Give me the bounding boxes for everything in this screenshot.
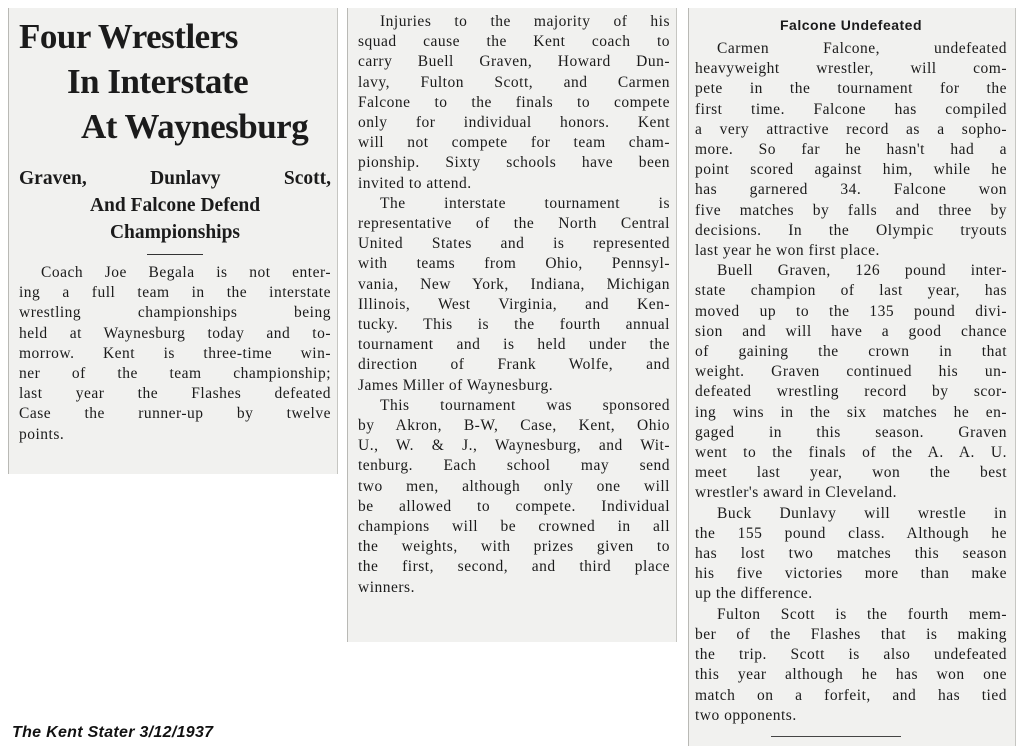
article-text-line: has lost two matches this season [695, 545, 1007, 563]
article-text-line: first time. Falcone has compiled [695, 100, 1007, 118]
article-text-line: went to the finals of the A. A. U. [695, 444, 1007, 462]
article-text-line: match on a forfeit, and has tied [695, 686, 1007, 704]
article-text-line: lavy, Fulton Scott, and Carmen [358, 73, 670, 91]
headline-line: Four Wrestlers [19, 17, 238, 56]
article-text-line: wrestling championships being [19, 304, 331, 322]
article-text-line: his five victories more than make [695, 565, 1007, 583]
article-text-line: Case the runner-up by twelve [19, 405, 331, 423]
article-text-line: gaged in this season. Graven [695, 423, 1007, 441]
article-text-line: The interstate tournament is [380, 194, 670, 212]
article-text-line: more. So far he hasn't had a [695, 141, 1007, 159]
article-text-line: with teams from Ohio, Pennsyl- [358, 255, 670, 273]
article-text-line: by Akron, B-W, Case, Kent, Ohio [358, 417, 670, 435]
article-text-line: tucky. This is the fourth annual [358, 316, 670, 334]
article-text-line: ber of the Flashes that is making [695, 625, 1007, 643]
article-text-line: ing wins in the six matches he en- [695, 403, 1007, 421]
article-text-line: up the difference. [695, 585, 813, 603]
article-text-line: direction of Frank Wolfe, and [358, 356, 670, 374]
subhead-word: Graven, [19, 168, 87, 189]
article-text-line: last year he won first place. [695, 242, 880, 260]
article-text-line: points. [19, 425, 65, 443]
article-text-line: held at Waynesburg today and to- [19, 324, 331, 342]
article-text-line: champions will be crowned in all [358, 518, 670, 536]
article-text-line: state champion of last year, has [695, 282, 1007, 300]
article-text-line: Carmen Falcone, undefeated [717, 40, 1007, 57]
article-text-line: representative of the North Central [358, 215, 670, 233]
divider-rule [147, 254, 203, 255]
article-text-line: winners. [358, 578, 415, 596]
clipping-column-2 [347, 8, 677, 642]
subheadline [19, 165, 331, 246]
source-caption: The Kent Stater 3/12/1937 [12, 724, 214, 741]
article-text-line: Illinois, West Virginia, and Ken- [358, 295, 670, 313]
article-text-line: only for individual honors. Kent [358, 114, 670, 132]
article-text-line: ner of the team championship; [19, 365, 331, 383]
article-text-line: the weights, with prizes given to [358, 538, 670, 556]
clipping-column-1 [8, 8, 338, 474]
article-text-line: squad cause the Kent coach to [358, 33, 670, 51]
article-text-line: tenburg. Each school may send [358, 457, 670, 475]
article-text-line: James Miller of Waynesburg. [358, 376, 554, 394]
article-text-line: the trip. Scott is also undefeated [695, 646, 1007, 664]
article-text-line: wrestler's award in Cleveland. [695, 484, 898, 502]
article-text-line: carry Buell Graven, Howard Dun- [358, 53, 670, 71]
section-heading: Falcone Undefeated [779, 17, 923, 33]
article-body-col1 [19, 263, 331, 445]
article-text-line: the 155 pound class. Although he [695, 524, 1007, 542]
article-text-line: sion and will have a good chance [695, 322, 1007, 340]
headline [19, 14, 331, 149]
article-text-line: last year the Flashes defeated [19, 385, 331, 403]
article-text-line: two men, although only one will [358, 477, 670, 495]
article-text-line: a very attractive record as a sopho- [695, 120, 1007, 138]
article-text-line: Buell Graven, 126 pound inter- [717, 262, 1007, 280]
end-rule [771, 736, 901, 737]
article-text-line: Coach Joe Begala is not enter- [41, 264, 331, 281]
headline-line: At Waynesburg [81, 107, 309, 146]
article-text-line: two opponents. [695, 706, 797, 724]
article-text-line: weight. Graven continued his un- [695, 363, 1007, 381]
article-text-line: five matches by falls and three by [695, 201, 1007, 219]
clipping-column-3 [688, 8, 1016, 746]
article-text-line: point scored against him, while he [695, 161, 1007, 179]
subhead-line: Championships [109, 222, 241, 243]
subhead-word: Scott, [283, 168, 331, 189]
article-text-line: United States and is represented [358, 235, 670, 253]
headline-line: In Interstate [67, 62, 249, 101]
article-body-col3 [695, 39, 1007, 726]
article-text-line: pionship. Sixty schools have been [358, 154, 670, 172]
article-text-line: the first, second, and third place [358, 558, 670, 576]
article-text-line: will not compete for team cham- [358, 134, 670, 152]
article-body-col2 [358, 12, 670, 598]
article-text-line: defeated wrestling record by scor- [695, 383, 1007, 401]
article-text-line: U., W. & J., Waynesburg, and Wit- [358, 437, 670, 455]
article-text-line: tournament and is held under the [358, 336, 670, 354]
article-text-line: this year although he has won one [695, 666, 1007, 684]
article-text-line: meet last year, won the best [695, 464, 1007, 482]
article-text-line: Falcone to the finals to compete [358, 93, 670, 111]
article-text-line: decisions. In the Olympic tryouts [695, 221, 1007, 239]
article-text-line: Injuries to the majority of his [380, 13, 670, 30]
article-text-line: moved up to the 135 pound divi- [695, 302, 1007, 320]
article-text-line: Fulton Scott is the fourth mem- [717, 605, 1007, 623]
article-text-line: ing a full team in the interstate [19, 284, 331, 302]
subhead-line: And Falcone Defend [89, 195, 261, 216]
article-text-line: invited to attend. [358, 174, 472, 192]
article-text-line: of gaining the crown in that [695, 343, 1007, 361]
article-text-line: vania, New York, Indiana, Michigan [358, 275, 670, 293]
article-text-line: morrow. Kent is three-time win- [19, 344, 331, 362]
article-text-line: Buck Dunlavy will wrestle in [717, 504, 1007, 522]
subhead-word: Dunlavy [150, 168, 221, 189]
article-text-line: This tournament was sponsored [380, 396, 670, 414]
article-text-line: be allowed to compete. Individual [358, 497, 670, 515]
article-text-line: has garnered 34. Falcone won [695, 181, 1007, 199]
article-text-line: heavyweight wrestler, will com- [695, 60, 1007, 78]
article-text-line: pete in the tournament for the [695, 80, 1007, 98]
